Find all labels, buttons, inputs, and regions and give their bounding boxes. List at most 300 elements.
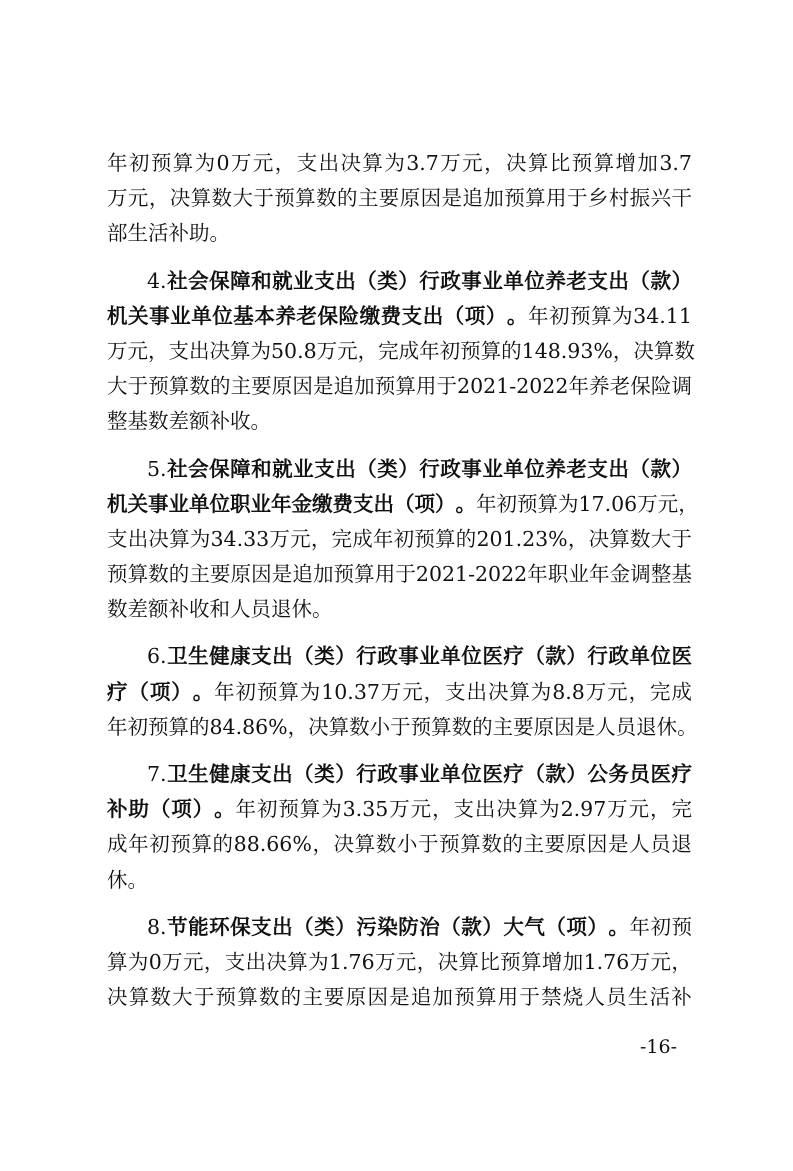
body-text: 2021-2022 bbox=[457, 374, 569, 399]
body-text: 原 bbox=[565, 832, 587, 857]
bold-text: 事 bbox=[149, 303, 170, 328]
body-text: 收 bbox=[189, 597, 210, 622]
bold-text: （ bbox=[394, 491, 415, 516]
bold-text: 位 bbox=[650, 644, 671, 669]
bold-text: ） bbox=[335, 914, 356, 939]
body-text: 支 bbox=[107, 526, 128, 551]
bold-text: 疗 bbox=[503, 644, 524, 669]
bold-text: 生 bbox=[188, 762, 209, 786]
bold-text: 环 bbox=[209, 914, 230, 939]
body-text: 养 bbox=[589, 374, 610, 399]
bold-text: 机 bbox=[107, 303, 128, 328]
body-text: 决 bbox=[340, 151, 362, 175]
body-text: 追 bbox=[292, 562, 313, 587]
bold-text: 款 bbox=[461, 914, 482, 939]
body-text: 预 bbox=[256, 679, 278, 704]
body-text: 出 bbox=[318, 151, 340, 175]
body-text: 主 bbox=[230, 374, 252, 399]
body-text: 年 bbox=[589, 562, 610, 587]
body-text: 预 bbox=[215, 985, 237, 1010]
body-text: 算 bbox=[653, 338, 675, 363]
body-text: 预 bbox=[333, 562, 355, 587]
body-text: 加 bbox=[562, 949, 584, 974]
bold-text: （ bbox=[356, 268, 377, 293]
body-text: 决 bbox=[308, 714, 329, 739]
bold-text: 康 bbox=[230, 644, 251, 669]
body-text: 是 bbox=[389, 985, 410, 1010]
body-text: 0 bbox=[148, 949, 162, 974]
body-text: 8. bbox=[147, 914, 167, 939]
bold-text: 项 bbox=[464, 303, 486, 328]
body-text: 元 bbox=[395, 949, 417, 974]
body-text: 比 bbox=[549, 151, 571, 175]
body-text: 的 bbox=[280, 985, 302, 1010]
body-text: 出 bbox=[466, 679, 488, 704]
body-text: 调 bbox=[630, 562, 651, 587]
body-text: 原 bbox=[533, 714, 555, 739]
body-text: 算 bbox=[521, 949, 542, 974]
bold-text: 。 bbox=[506, 303, 528, 328]
bold-text: 行 bbox=[419, 268, 440, 293]
body-text: 数 bbox=[316, 186, 337, 211]
body-text: 为 bbox=[308, 949, 329, 974]
text-line bbox=[107, 639, 692, 674]
body-text: 201.23% bbox=[476, 526, 568, 551]
body-text: ， bbox=[203, 949, 225, 974]
bold-text: 项 bbox=[414, 491, 435, 516]
bold-text: 事 bbox=[461, 456, 482, 481]
body-text: 。 bbox=[250, 409, 271, 434]
body-text: 年 bbox=[527, 562, 548, 587]
body-text: ， bbox=[628, 679, 650, 704]
bold-text: 老 bbox=[566, 456, 587, 481]
body-text: 休 bbox=[656, 714, 678, 739]
body-text: 支 bbox=[296, 151, 318, 175]
text-line bbox=[107, 710, 698, 745]
body-text: 7. bbox=[147, 762, 167, 786]
body-text: 算 bbox=[127, 562, 149, 587]
body-text: 为 bbox=[250, 338, 271, 363]
text-line bbox=[107, 181, 692, 216]
bold-text: 业 bbox=[419, 644, 440, 669]
body-text: 比 bbox=[479, 949, 500, 974]
body-text: 。 bbox=[209, 221, 230, 246]
text-line bbox=[107, 522, 692, 557]
body-text: 3.7 bbox=[406, 151, 439, 175]
body-text: 5. bbox=[147, 456, 167, 481]
body-text: 的 bbox=[168, 562, 190, 587]
bold-text: 染 bbox=[377, 914, 398, 939]
bold-text: 支 bbox=[251, 644, 272, 669]
body-text: 主 bbox=[523, 832, 545, 857]
body-text: 年 bbox=[214, 679, 235, 704]
bold-text: 本 bbox=[254, 303, 275, 328]
body-text: 为 bbox=[558, 491, 579, 516]
body-text: 要 bbox=[378, 186, 400, 211]
body-text: 出 bbox=[245, 949, 267, 974]
body-text: 。 bbox=[127, 867, 148, 892]
body-text: 元 bbox=[607, 679, 628, 704]
bold-text: 。 bbox=[214, 797, 235, 822]
body-text: 人 bbox=[230, 597, 251, 622]
bold-text: 老 bbox=[296, 303, 317, 328]
body-text: 加 bbox=[483, 186, 504, 211]
body-text: 算 bbox=[354, 562, 375, 587]
bold-text: 健 bbox=[209, 762, 230, 786]
body-text: 员 bbox=[250, 597, 271, 622]
body-text: 2.97 bbox=[560, 797, 607, 822]
bold-text: 社 bbox=[167, 456, 188, 481]
text-line bbox=[107, 404, 692, 439]
body-text: 元 bbox=[657, 491, 679, 516]
body-text: 数 bbox=[150, 985, 171, 1010]
body-text: 数 bbox=[148, 409, 169, 434]
body-text: 人 bbox=[584, 985, 605, 1010]
bold-text: （ bbox=[629, 268, 650, 293]
body-text: 增 bbox=[541, 949, 563, 974]
bold-text: 支 bbox=[314, 268, 335, 293]
body-text: 调 bbox=[671, 374, 692, 399]
body-text: 大 bbox=[107, 374, 128, 399]
bold-text: 业 bbox=[293, 268, 314, 293]
body-text: 主 bbox=[189, 562, 210, 587]
body-text: 万 bbox=[607, 797, 628, 822]
body-text: 万 bbox=[637, 491, 658, 516]
bold-text: 关 bbox=[127, 491, 148, 516]
body-text: 补 bbox=[671, 985, 692, 1010]
bold-text: 支 bbox=[587, 268, 608, 293]
body-text: 元 bbox=[290, 526, 311, 551]
text-line bbox=[107, 264, 692, 299]
body-text: 为 bbox=[321, 797, 342, 822]
bold-text: 疗 bbox=[107, 679, 128, 704]
body-text: 元 bbox=[127, 338, 148, 363]
body-text: 助 bbox=[189, 221, 210, 246]
body-text: 要 bbox=[513, 714, 534, 739]
body-text: 收 bbox=[230, 409, 251, 434]
bold-text: 出 bbox=[373, 491, 394, 516]
bold-text: 单 bbox=[191, 303, 212, 328]
bold-text: 类 bbox=[314, 914, 335, 939]
body-text: 算 bbox=[168, 374, 190, 399]
body-text: 数 bbox=[629, 526, 651, 551]
body-text: 预 bbox=[170, 832, 191, 857]
body-text: 万 bbox=[107, 338, 128, 363]
body-text: 初 bbox=[650, 914, 671, 939]
body-text: 算 bbox=[168, 714, 189, 739]
bold-text: 出 bbox=[272, 914, 293, 939]
bold-text: ） bbox=[171, 679, 192, 704]
bold-text: 保 bbox=[317, 303, 338, 328]
bold-text: 单 bbox=[629, 644, 650, 669]
body-text: 补 bbox=[168, 221, 189, 246]
body-text: 的 bbox=[501, 338, 522, 363]
bold-text: 位 bbox=[524, 268, 545, 293]
bold-text: 支 bbox=[401, 303, 423, 328]
body-text: 完 bbox=[378, 338, 399, 363]
body-text: 用 bbox=[415, 374, 437, 399]
bold-text: 。 bbox=[608, 914, 629, 939]
bold-text: ） bbox=[482, 914, 503, 939]
body-text: 员 bbox=[650, 832, 671, 857]
bold-text: 业 bbox=[419, 762, 440, 786]
body-text: 3.35 bbox=[342, 797, 389, 822]
bold-text: （ bbox=[293, 644, 314, 669]
body-text: 算 bbox=[458, 949, 479, 974]
body-text: 34.11 bbox=[633, 303, 692, 328]
bold-text: （ bbox=[356, 456, 377, 481]
bold-text: （ bbox=[128, 679, 149, 704]
body-text: 算 bbox=[431, 714, 452, 739]
bold-text: ） bbox=[335, 644, 356, 669]
body-text: 出 bbox=[127, 526, 149, 551]
body-text: 预 bbox=[148, 374, 169, 399]
body-text: 支 bbox=[168, 338, 189, 363]
body-text: 加 bbox=[432, 985, 454, 1010]
bold-text: 公 bbox=[587, 762, 608, 786]
bold-text: 会 bbox=[188, 268, 209, 293]
body-text: 的 bbox=[472, 714, 493, 739]
body-text: 出 bbox=[474, 797, 496, 822]
body-text: 预 bbox=[571, 151, 593, 175]
body-text: 初 bbox=[256, 797, 278, 822]
body-text: 6. bbox=[147, 644, 167, 669]
bold-text: （ bbox=[440, 914, 461, 939]
body-text: 预 bbox=[278, 797, 299, 822]
bold-text: 康 bbox=[230, 762, 251, 786]
body-text: 元 bbox=[252, 151, 274, 175]
body-text: 年 bbox=[527, 303, 549, 328]
body-text: 初 bbox=[496, 491, 517, 516]
page-number: -16- bbox=[640, 1036, 678, 1058]
text-line bbox=[107, 910, 692, 945]
text-line bbox=[107, 557, 692, 592]
body-text: 决 bbox=[148, 526, 169, 551]
bold-text: 和 bbox=[251, 268, 272, 293]
body-text: 万 bbox=[389, 797, 410, 822]
body-text: 数 bbox=[211, 186, 233, 211]
bold-text: 防 bbox=[398, 914, 419, 939]
body-text: 数 bbox=[189, 374, 210, 399]
body-text: 0 bbox=[216, 151, 230, 175]
body-text: 于 bbox=[253, 186, 274, 211]
body-text: 支 bbox=[453, 797, 474, 822]
bold-text: 类 bbox=[377, 268, 398, 293]
body-text: 数 bbox=[107, 597, 128, 622]
body-text: 为 bbox=[530, 679, 552, 704]
body-text: 整 bbox=[107, 409, 128, 434]
bold-text: 补 bbox=[107, 797, 128, 822]
body-text: 8.8 bbox=[552, 679, 585, 704]
body-text: 主 bbox=[492, 714, 514, 739]
bold-text: 大 bbox=[503, 914, 524, 939]
body-text: 为 bbox=[299, 679, 321, 704]
body-text: 于 bbox=[436, 374, 457, 399]
body-text: 元 bbox=[628, 797, 650, 822]
body-text: 大 bbox=[232, 186, 253, 211]
body-text: 88.66% bbox=[233, 832, 312, 857]
body-text: 的 bbox=[502, 832, 523, 857]
body-text: 预 bbox=[374, 374, 396, 399]
bold-text: 气 bbox=[524, 914, 545, 939]
body-text: 为 bbox=[384, 151, 405, 175]
bold-text: 节 bbox=[167, 914, 188, 939]
body-text: 小 bbox=[396, 832, 418, 857]
bold-text: （ bbox=[629, 456, 650, 481]
body-text: 烧 bbox=[562, 985, 584, 1010]
body-text: 于 bbox=[395, 562, 416, 587]
text-line bbox=[107, 452, 692, 487]
body-text: ， bbox=[310, 526, 332, 551]
body-text: 加 bbox=[354, 374, 375, 399]
body-text: 额 bbox=[148, 597, 169, 622]
body-text: 年 bbox=[419, 338, 440, 363]
body-text: 年 bbox=[107, 151, 128, 175]
body-text: 原 bbox=[399, 186, 421, 211]
body-text: 因 bbox=[251, 562, 272, 587]
body-text: 1.76 bbox=[329, 949, 375, 974]
bold-text: 项 bbox=[171, 797, 192, 822]
bold-text: 事 bbox=[461, 268, 482, 293]
bold-text: 事 bbox=[148, 491, 169, 516]
bold-text: 保 bbox=[209, 268, 230, 293]
body-text: 追 bbox=[462, 186, 483, 211]
body-text: 差 bbox=[168, 409, 189, 434]
bold-text: 出 bbox=[608, 456, 629, 481]
bold-text: 医 bbox=[671, 644, 692, 669]
bold-text: ） bbox=[435, 491, 456, 516]
body-text: 要 bbox=[324, 985, 345, 1010]
body-text: 成 bbox=[352, 526, 373, 551]
bold-text: 行 bbox=[587, 644, 608, 669]
body-text: 初 bbox=[393, 526, 415, 551]
bold-text: 养 bbox=[545, 456, 566, 481]
body-text: 为 bbox=[189, 526, 211, 551]
body-text: 要 bbox=[544, 832, 566, 857]
body-text: 万 bbox=[230, 151, 252, 175]
body-text: ， bbox=[650, 797, 671, 822]
body-text: 。 bbox=[677, 714, 698, 739]
body-text: 预 bbox=[460, 338, 481, 363]
body-text: 原 bbox=[345, 985, 367, 1010]
bold-text: 支 bbox=[251, 914, 272, 939]
body-text: 算 bbox=[480, 338, 502, 363]
body-text: 生 bbox=[127, 221, 148, 246]
body-text: 完 bbox=[331, 526, 353, 551]
body-text: 年 bbox=[629, 914, 650, 939]
body-text: 大 bbox=[650, 526, 672, 551]
body-text: 年 bbox=[107, 714, 128, 739]
body-text: 万 bbox=[316, 338, 338, 363]
body-text: 34.33 bbox=[210, 526, 270, 551]
bold-text: 位 bbox=[212, 303, 233, 328]
body-text: 小 bbox=[369, 714, 391, 739]
body-text: 万 bbox=[440, 151, 461, 175]
body-text: 算 bbox=[172, 151, 194, 175]
bold-text: （ bbox=[443, 303, 465, 328]
document-body bbox=[107, 146, 699, 1015]
text-line bbox=[107, 146, 692, 181]
body-text: 于 bbox=[127, 374, 149, 399]
body-text: 算 bbox=[537, 491, 558, 516]
body-text: 出 bbox=[189, 338, 210, 363]
bold-text: 行 bbox=[356, 644, 377, 669]
body-text: 保 bbox=[630, 374, 651, 399]
bold-text: ） bbox=[566, 762, 587, 786]
body-text: 成 bbox=[398, 338, 420, 363]
body-text: 是 bbox=[574, 714, 596, 739]
bold-text: （ bbox=[524, 644, 545, 669]
body-text: 万 bbox=[269, 526, 290, 551]
body-text: 因 bbox=[367, 985, 388, 1010]
body-text: 初 bbox=[128, 151, 150, 175]
body-text: 因 bbox=[554, 714, 575, 739]
bold-text: 出 bbox=[335, 456, 356, 481]
body-text: 是 bbox=[312, 374, 334, 399]
bold-text: 位 bbox=[461, 644, 482, 669]
body-text: ， bbox=[612, 338, 634, 363]
text-line bbox=[107, 299, 692, 334]
bold-text: 。 bbox=[455, 491, 476, 516]
body-text: 因 bbox=[586, 832, 608, 857]
bold-text: （ bbox=[524, 762, 545, 786]
bold-text: 项 bbox=[149, 679, 171, 704]
body-text: 算 bbox=[287, 949, 308, 974]
bold-text: 出 bbox=[272, 644, 293, 669]
body-text: 追 bbox=[333, 374, 355, 399]
bold-text: 和 bbox=[251, 456, 272, 481]
bold-text: 障 bbox=[230, 268, 251, 293]
body-text: 决 bbox=[505, 151, 527, 175]
body-text: 预 bbox=[500, 949, 521, 974]
bold-text: 位 bbox=[461, 762, 482, 786]
body-text: 初 bbox=[235, 679, 257, 704]
body-text: 振 bbox=[629, 186, 651, 211]
bold-text: 单 bbox=[189, 491, 210, 516]
body-text: 数 bbox=[375, 832, 397, 857]
bold-text: （ bbox=[293, 914, 314, 939]
body-text: 3.7 bbox=[659, 151, 692, 175]
body-text: 算 bbox=[237, 985, 258, 1010]
body-text: 元 bbox=[402, 679, 423, 704]
body-text: ， bbox=[416, 949, 438, 974]
body-text: 支 bbox=[224, 949, 246, 974]
body-text: 万 bbox=[380, 679, 402, 704]
body-text: ， bbox=[423, 679, 445, 704]
body-text: 初 bbox=[439, 338, 461, 363]
bold-text: 疗 bbox=[671, 762, 692, 786]
bold-text: 治 bbox=[419, 914, 440, 939]
body-text: 元 bbox=[127, 186, 149, 211]
body-text: 人 bbox=[629, 832, 650, 857]
body-text: 的 bbox=[455, 526, 477, 551]
body-text: 要 bbox=[209, 562, 231, 587]
body-text: 为 bbox=[127, 949, 149, 974]
bold-text: 疗 bbox=[503, 762, 524, 786]
text-line bbox=[107, 369, 692, 404]
body-text: 初 bbox=[127, 714, 148, 739]
body-text: 决 bbox=[487, 679, 509, 704]
bold-text: 社 bbox=[167, 268, 188, 293]
body-text: 年 bbox=[235, 797, 257, 822]
body-text: 算 bbox=[509, 679, 530, 704]
bold-text: ） bbox=[587, 914, 608, 939]
body-text: 决 bbox=[588, 526, 610, 551]
body-text: 预 bbox=[454, 985, 475, 1010]
bold-text: ） bbox=[671, 456, 692, 481]
bold-text: 医 bbox=[650, 762, 671, 786]
bold-text: 类 bbox=[377, 456, 398, 481]
